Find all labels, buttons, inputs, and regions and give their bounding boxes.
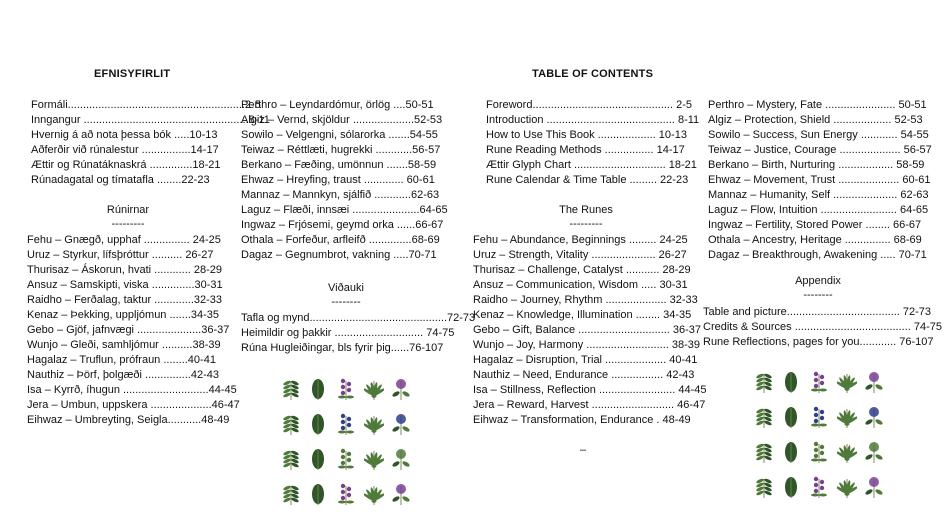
bluebell-icon <box>860 398 888 433</box>
toc-entry: Ingwaz – Frjósemi, geymd orka ......66-67 <box>241 219 444 231</box>
heather-icon <box>805 468 833 503</box>
toc-entry: Heimildir og þakkir ............................. 74-75 <box>241 327 455 339</box>
toc-entry: Othala – Ancestry, Heritage ............... 68-69 <box>708 234 922 246</box>
mugwort-icon <box>277 405 305 440</box>
toc-entry: Ættir og Rúnatáknaskrá ..............18-21 <box>31 159 221 171</box>
toc-entry: Ættir Glyph Chart .............................. 18-21 <box>486 159 697 171</box>
toc-entry: Uruz – Styrkur, lífsþróttur .......... 26-27 <box>27 249 214 261</box>
toc-entry: Credits & Sources ...................................... 74-75 <box>703 321 943 333</box>
english-toc-title: TABLE OF CONTENTS <box>532 68 654 80</box>
toc-entry: Hagalaz – Truflun, prófraun ........40-41 <box>27 354 216 366</box>
fern-icon <box>833 398 861 433</box>
toc-entry: Thurisaz – Challenge, Catalyst ........... 28-29 <box>473 264 691 276</box>
toc-entry: Formáli..........................................................2-5 <box>31 99 261 111</box>
toc-entry: Aðferðir við rúnalestur ................14-17 <box>31 144 219 156</box>
icelandic-intro-list <box>31 98 270 188</box>
chervil-icon <box>305 405 333 440</box>
toc-entry: Introduction .......................................... 8-11 <box>486 114 700 126</box>
toc-entry: Berkano – Fæðing, umönnun .......58-59 <box>241 159 437 171</box>
toc-entry: Nauthiz – Need, Endurance ................. 42-43 <box>473 369 695 381</box>
toc-entry: Dagaz – Gegnumbrot, vakning .....70-71 <box>241 249 437 261</box>
borage-icon <box>305 475 333 510</box>
lily-of-valley-icon <box>305 440 333 475</box>
hound-leaf-icon <box>332 370 360 405</box>
rosemary-icon <box>833 433 861 468</box>
toc-entry: Rune Reflections, pages for you............ 76-107 <box>703 336 934 348</box>
thistle-icon <box>860 468 888 503</box>
english-runes-heading: The Runes <box>559 204 613 216</box>
toc-entry: Sowilo – Velgengni, sólarorka .......54-55 <box>241 129 438 141</box>
wormwood-icon <box>750 468 778 503</box>
toc-entry: Raidho – Ferðalag, taktur .............32-33 <box>27 294 223 306</box>
toc-entry: Eihwaz – Transformation, Endurance . 48-49 <box>473 414 691 426</box>
toc-entry: Dagaz – Breakthrough, Awakening ..... 70-71 <box>708 249 927 261</box>
nettle-icon <box>750 363 778 398</box>
toc-entry: Perthro – Mystery, Fate ....................... 50-51 <box>708 99 927 111</box>
borage-icon <box>778 468 806 503</box>
toc-entry: Rúnadagatal og tímatafla ........22-23 <box>31 174 210 186</box>
lily-of-valley-icon <box>778 433 806 468</box>
toc-entry: Hvernig á að nota þessa bók .....10-13 <box>31 129 218 141</box>
english-appendix-divider: -------- <box>803 289 833 301</box>
bluebell-icon <box>387 405 415 440</box>
toc-entry: Fehu – Gnægð, upphaf ............... 24-25 <box>27 234 221 246</box>
feverfew-icon <box>860 433 888 468</box>
wormwood-icon <box>277 475 305 510</box>
herb-illustration-grid <box>277 370 415 510</box>
toc-entry: Othala – Forfeður, arfleifð ..............68-69 <box>241 234 440 246</box>
sage-icon <box>387 370 415 405</box>
english-runes-divider: --------- <box>569 218 603 230</box>
icelandic-toc-title: EFNISYFIRLIT <box>94 68 171 80</box>
toc-entry: Mannaz – Humanity, Self ..................... 62-63 <box>708 189 929 201</box>
toc-entry: Algiz – Protection, Shield ................... 52-53 <box>708 114 923 126</box>
foxglove-icon <box>305 370 333 405</box>
icelandic-runes-heading: Rúnirnar <box>106 204 150 216</box>
toc-entry: Foreword.............................................. 2-5 <box>486 99 692 111</box>
icelandic-runes-list-2 <box>241 98 451 263</box>
toc-entry: Isa – Stillness, Reflection ......................... 44-45 <box>473 384 707 396</box>
hemlock-icon <box>360 475 388 510</box>
toc-entry: Sowilo – Success, Sun Energy ............ 54-55 <box>708 129 929 141</box>
toc-entry: Uruz – Strength, Vitality ..................... 26-27 <box>473 249 687 261</box>
toc-entry: Jera – Umbun, uppskera ....................46-47 <box>27 399 240 411</box>
english-appendix-list <box>703 305 941 350</box>
stray-dash: – <box>580 444 587 456</box>
toc-entry: Kenaz – Þekking, uppljómun .......34-35 <box>27 309 220 321</box>
rosette-icon <box>833 363 861 398</box>
toc-entry: Hagalaz – Disruption, Trial .................... 40-41 <box>473 354 698 366</box>
fern-icon <box>360 405 388 440</box>
toc-entry: Perthro – Leyndardómur, örlög ....50-51 <box>241 99 434 111</box>
toc-entry: Ingwaz – Fertility, Stored Power ........ 66-67 <box>708 219 922 231</box>
toc-entry: Teiwaz – Justice, Courage .................... 56-57 <box>708 144 932 156</box>
hound-leaf-icon <box>805 363 833 398</box>
toc-entry: Wunjo – Joy, Harmony ........................... 38-39 <box>473 339 701 351</box>
icelandic-runes-divider: --------- <box>111 218 145 230</box>
toc-entry: Kenaz – Knowledge, Illumination ........ 34-35 <box>473 309 692 321</box>
thistle-icon <box>387 475 415 510</box>
rosemary-icon <box>360 440 388 475</box>
nightshade-icon <box>332 440 360 475</box>
feverfew-icon <box>387 440 415 475</box>
toc-entry: Wunjo – Gleði, samhljómur ..........38-39 <box>27 339 221 351</box>
mugwort-icon <box>750 398 778 433</box>
icelandic-runes-list-1 <box>27 233 240 428</box>
toc-entry: Rune Reading Methods ................ 14-17 <box>486 144 685 156</box>
toc-entry: How to Use This Book ................... 10-13 <box>486 129 687 141</box>
toc-entry: Laguz – Flæði, innsæi ......................64-65 <box>241 204 448 216</box>
toc-entry: Laguz – Flow, Intuition ......................... 64-65 <box>708 204 929 216</box>
comfrey-icon <box>805 398 833 433</box>
toc-entry: Tafla og mynd.............................................72-73 <box>241 312 476 324</box>
icelandic-appendix-divider: -------- <box>331 296 361 308</box>
toc-entry: Thurisaz – Áskorun, hvati ............ 28-29 <box>27 264 223 276</box>
violet-icon <box>750 433 778 468</box>
toc-entry: Gebo – Gjöf, jafnvægi .....................36-37 <box>27 324 230 336</box>
rosette-icon <box>360 370 388 405</box>
toc-entry: Mannaz – Mannkyn, sjálfið ............62-63 <box>241 189 440 201</box>
comfrey-icon <box>332 405 360 440</box>
toc-entry: Ehwaz – Hreyfing, traust ............. 60-61 <box>241 174 435 186</box>
toc-entry: Fehu – Abundance, Beginnings ......... 24-25 <box>473 234 688 246</box>
toc-entry: Jera – Reward, Harvest ........................... 46-47 <box>473 399 706 411</box>
icelandic-appendix-heading: Viðauki <box>328 282 364 294</box>
heather-icon <box>332 475 360 510</box>
toc-entry: Table and picture..................................... 72-73 <box>703 306 932 318</box>
hemlock-icon <box>833 468 861 503</box>
chervil-icon <box>778 398 806 433</box>
toc-entry: Isa – Kyrrð, íhugun ............................44-45 <box>27 384 237 396</box>
toc-entry: Raidho – Journey, Rhythm .................... 32-33 <box>473 294 698 306</box>
toc-entry: Ansuz – Communication, Wisdom ..... 30-31 <box>473 279 688 291</box>
english-runes-list-1 <box>473 233 707 428</box>
english-appendix-heading: Appendix <box>795 275 841 287</box>
toc-entry: Eihwaz – Umbreyting, Seigla...........48-49 <box>27 414 230 426</box>
icelandic-appendix-list <box>241 311 476 356</box>
toc-entry: Ehwaz – Movement, Trust .................... 60-61 <box>708 174 931 186</box>
toc-entry: Rúna Hugleiðingar, bls fyrir þig......76-107 <box>241 342 444 354</box>
violet-icon <box>277 440 305 475</box>
toc-entry: Gebo – Gift, Balance .............................. 36-37 <box>473 324 702 336</box>
toc-entry: Ansuz – Samskipti, viska ..............30-31 <box>27 279 223 291</box>
toc-entry: Teiwaz – Réttlæti, hugrekki ............56-57 <box>241 144 441 156</box>
sage-icon <box>860 363 888 398</box>
toc-entry: Nauthiz – Þörf, þolgæði ...............42-43 <box>27 369 219 381</box>
toc-entry: Berkano – Birth, Nurturing .................. 58-59 <box>708 159 925 171</box>
herb-illustration-grid <box>750 363 888 503</box>
toc-entry: Inngangur ......................................................8-11 <box>31 114 270 126</box>
english-intro-list <box>486 98 700 188</box>
nightshade-icon <box>805 433 833 468</box>
english-runes-list-2 <box>708 98 933 263</box>
toc-entry: Rune Calendar & Time Table ......... 22-23 <box>486 174 689 186</box>
toc-entry: Algiz – Vernd, skjöldur ....................52-53 <box>241 114 443 126</box>
nettle-icon <box>277 370 305 405</box>
foxglove-icon <box>778 363 806 398</box>
